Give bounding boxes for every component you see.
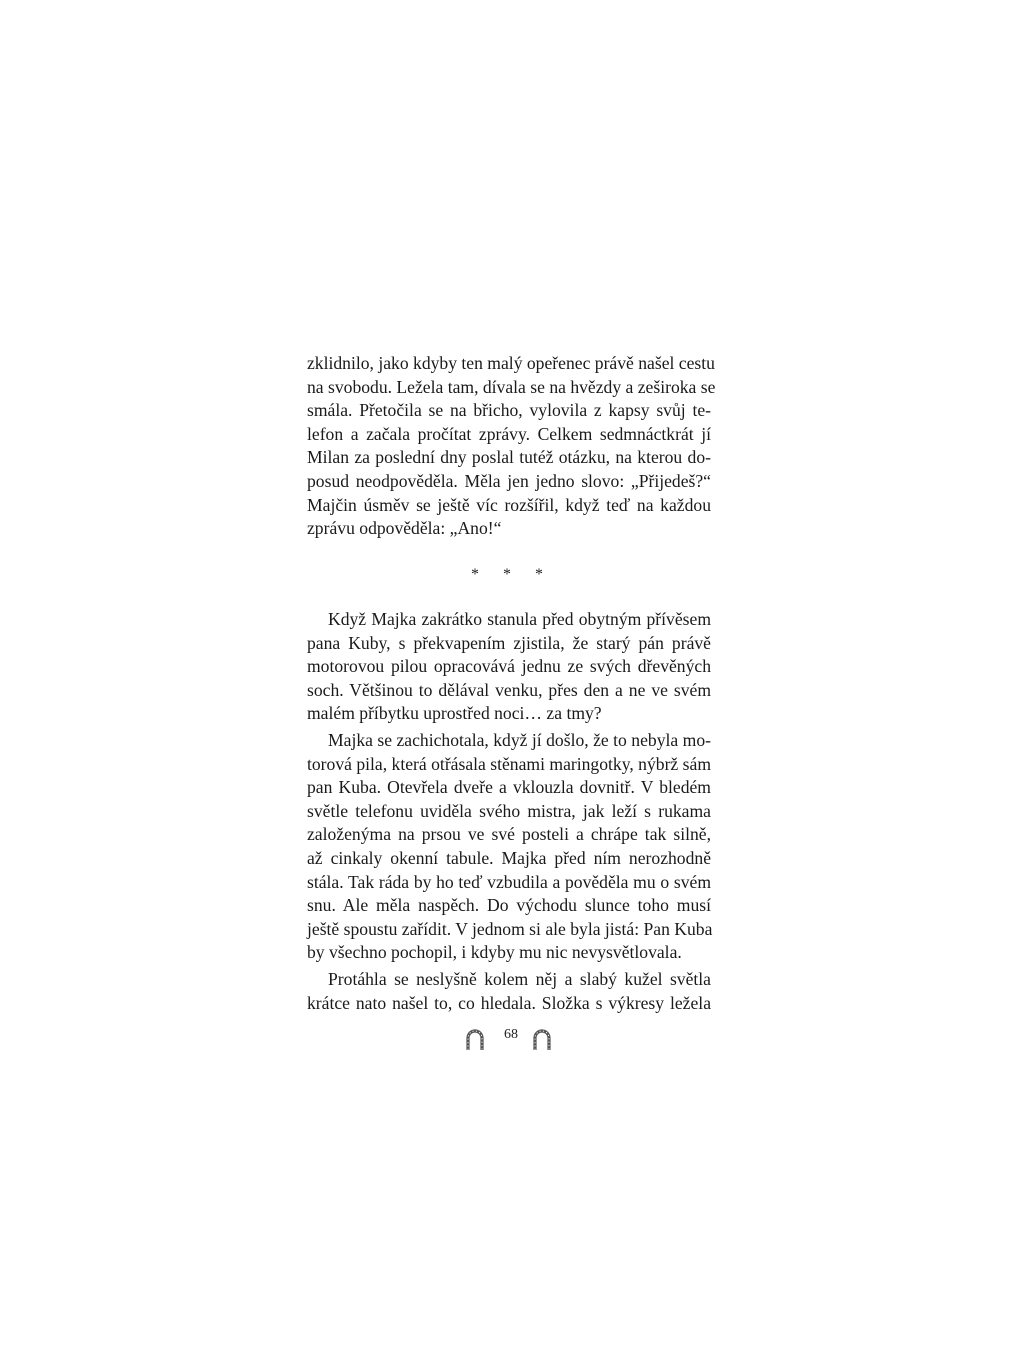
horseshoe-icon [465,1028,485,1052]
text-line: stála. Tak ráda by ho teď vzbudila a pověděla mu o svém [307,871,711,892]
text-line: ještě spoustu zařídit. V jednom si ale byla jistá: Pan Kuba [307,918,713,939]
text-block-continuation [307,352,716,541]
text-line: torová pila, která otřásala stěnami maringotky, nýbrž sám [307,753,711,774]
text-line: zprávu odpověděla: „Ano!“ [307,518,502,539]
text-line: Majka se zachichotala, když jí došlo, že to nebyla mo- [328,729,711,750]
text-line: smála. Přetočila se na břicho, vylovila z kapsy svůj te- [307,400,711,421]
text-line: snu. Ale měla naspěch. Do východu slunce toho musí [307,895,711,916]
paragraph [307,968,711,1015]
horseshoe-icon [532,1028,552,1052]
text-line: motorovou pilou opracovává jednu ze svých dřevěných [307,656,711,677]
text-line: pana Kuby, s překvapením zjistila, že starý pán právě [307,632,711,653]
page-number: 68 [504,1027,518,1042]
text-line: Milan za poslední dny poslal tutéž otázku, na kterou do- [307,447,711,468]
text-line: malém příbytku uprostřed noci… za tmy? [307,703,602,724]
paragraph [307,729,711,965]
text-line: lefon a začala pročítat zprávy. Celkem sedmnáctkrát jí [307,423,711,444]
text-line: Majčin úsměv se ještě víc rozšířil, když teď na každou [307,494,711,515]
text-line: posud neodpověděla. Měla jen jedno slovo: „Přijedeš?“ [307,470,711,491]
section-separator: * * * [471,566,553,583]
text-line: zklidnilo, jako kdyby ten malý opeřenec právě našel cestu [307,353,715,373]
text-line: světle telefonu uviděla svého mistra, jak leží s rukama [307,800,711,821]
text-line: založenýma na prsou ve své posteli a chrápe tak silně, [307,824,711,845]
text-line: soch. Většinou to dělával venku, přes den a ne ve svém [307,679,711,700]
text-line: krátce nato našel to, co hledala. Složka s výkresy ležela [307,992,711,1013]
text-line: na svobodu. Ležela tam, dívala se na hvězdy a zeširoka se [307,376,716,397]
page-footer [462,1024,562,1056]
text-line: pan Kuba. Otevřela dveře a vklouzla dovnitř. V bledém [307,777,711,798]
text-block-section [307,608,711,1015]
text-line: Když Majka zakrátko stanula před obytným přívěsem [328,609,711,629]
text-line: by všechno pochopil, i kdyby mu nic nevysvětlovala. [307,942,682,963]
text-line: Protáhla se neslyšně kolem něj a slabý kužel světla [328,968,711,989]
paragraph [307,608,711,726]
text-line: až cinkaly okenní tabule. Majka před ním nerozhodně [307,847,711,868]
